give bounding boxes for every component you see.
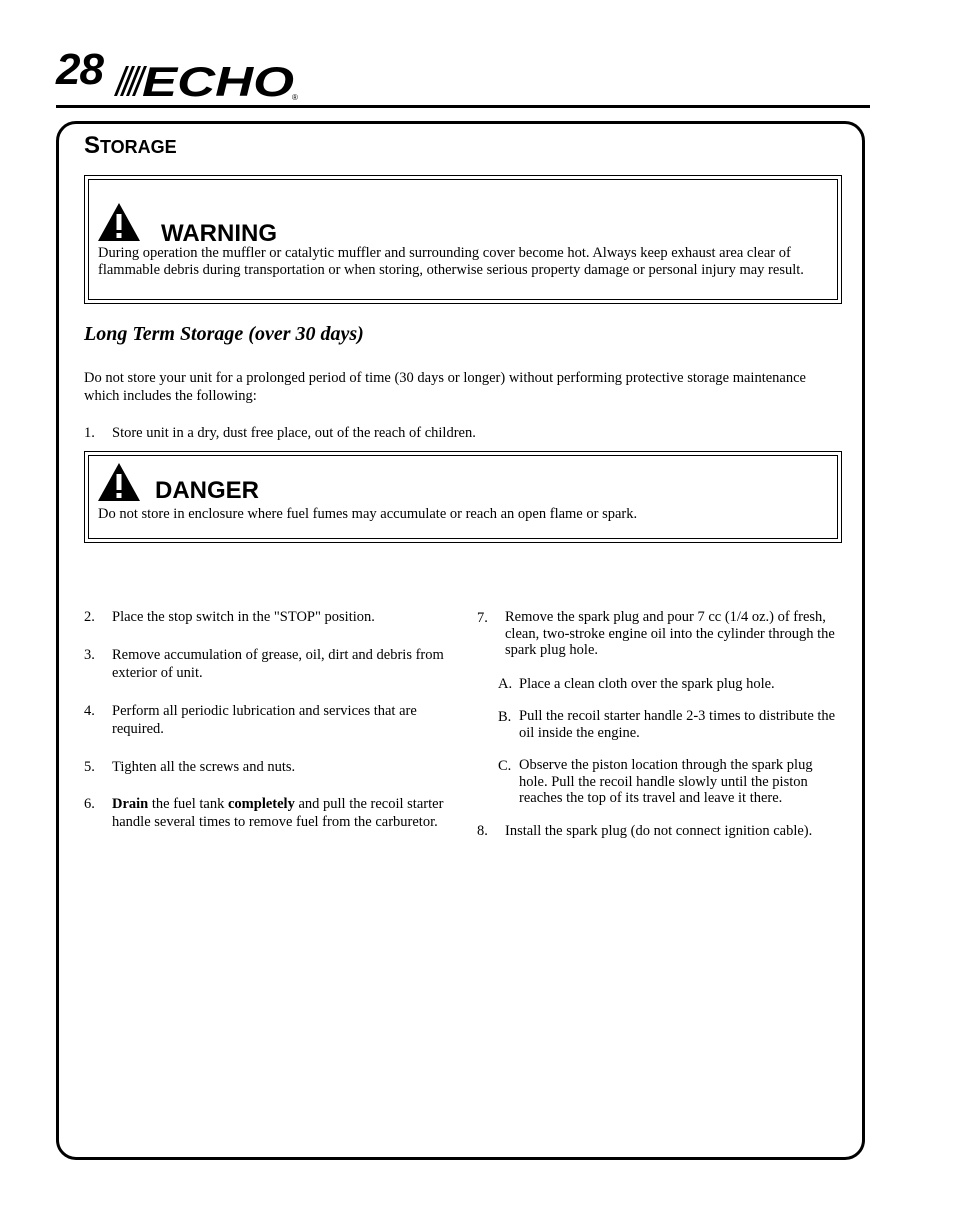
section-title-initial: S	[84, 132, 101, 159]
list-item-text-part: the fuel tank	[148, 796, 228, 812]
list-item-7	[477, 609, 837, 660]
list-item-3	[84, 646, 449, 682]
sub-item-text: Place a clean cloth over the spark plug hole.	[519, 676, 775, 692]
completely-emphasis: completely	[227, 796, 295, 812]
danger-text: Do not store in enclosure where fuel fumes may accumulate or reach an open flame or spark.	[98, 506, 638, 522]
list-item-number: 6.	[84, 796, 95, 812]
list-item-number: 4.	[84, 703, 95, 719]
list-item-text: Install the spark plug (do not connect ignition cable).	[505, 823, 813, 839]
sub-item-text: Observe the piston location through the spark plug hole. Pull the recoil handle slowly until the piston reaches the top of its travel and leave it there.	[519, 757, 813, 806]
warning-triangle-icon	[97, 462, 141, 502]
list-item-text: Remove accumulation of grease, oil, dirt and debris from exterior of unit.	[112, 647, 444, 681]
long-term-intro: Do not store your unit for a prolonged period of time (30 days or longer) without performing protective storage maintenance which includes the following:	[84, 370, 806, 404]
list-item-text-part: and pull the recoil starter handle several times to remove fuel from the carburetor.	[112, 796, 444, 830]
list-item-text: Store unit in a dry, dust free place, out of the reach of children.	[112, 425, 476, 441]
drain-emphasis: Drain	[112, 796, 149, 812]
warning-box	[84, 175, 842, 304]
danger-box	[84, 451, 842, 543]
list-item-number: 3.	[84, 647, 95, 663]
section-title-rest: TORAGE	[100, 137, 177, 157]
sub-item-letter: B.	[498, 709, 512, 725]
sub-item-b	[498, 708, 843, 742]
list-item-text: Remove the spark plug and pour 7 cc (1/4 oz.) of fresh, clean, two-stroke engine oil into the cylinder through the spark plug hole.	[505, 609, 835, 658]
registered-mark: ®	[292, 93, 298, 102]
list-item-4	[84, 702, 449, 738]
page-number: 28	[56, 45, 103, 94]
list-item-number: 1.	[84, 425, 95, 441]
list-item-number: 7.	[477, 610, 488, 626]
sub-item-text: Pull the recoil starter handle 2-3 times to distribute the oil inside the engine.	[519, 708, 836, 741]
long-term-storage-heading: Long Term Storage (over 30 days)	[84, 323, 364, 345]
warning-text: During operation the muffler or catalytic muffler and surrounding cover become hot. Always keep exhaust area clear of flammable debris during transportation or when storing, otherwise serious property damage or personal injury may result.	[98, 245, 804, 278]
list-item-text	[112, 795, 448, 831]
brand-text: ECHO	[142, 58, 294, 102]
list-item-number: 8.	[477, 823, 488, 839]
danger-title: DANGER	[155, 477, 260, 504]
list-item-number: 5.	[84, 759, 95, 775]
list-item-6	[84, 795, 449, 849]
list-item-number: 2.	[84, 609, 95, 625]
warning-triangle-icon	[97, 202, 141, 242]
list-item-text: Place the stop switch in the "STOP" position.	[112, 609, 375, 625]
list-item-1	[84, 424, 824, 442]
sub-item-c	[498, 757, 843, 808]
list-item-8	[477, 822, 847, 840]
warning-title: WARNING	[161, 220, 277, 247]
sub-item-letter: A.	[498, 676, 513, 692]
list-item-text: Perform all periodic lubrication and services that are required.	[112, 703, 417, 737]
section-title	[84, 131, 177, 162]
list-item-text: Tighten all the screws and nuts.	[112, 759, 296, 775]
list-item-5	[84, 758, 449, 776]
sub-item-letter: C.	[498, 758, 512, 774]
header-rule	[56, 105, 870, 108]
echo-logo	[112, 56, 304, 102]
list-item-2	[84, 608, 449, 626]
sub-item-a	[498, 675, 843, 693]
